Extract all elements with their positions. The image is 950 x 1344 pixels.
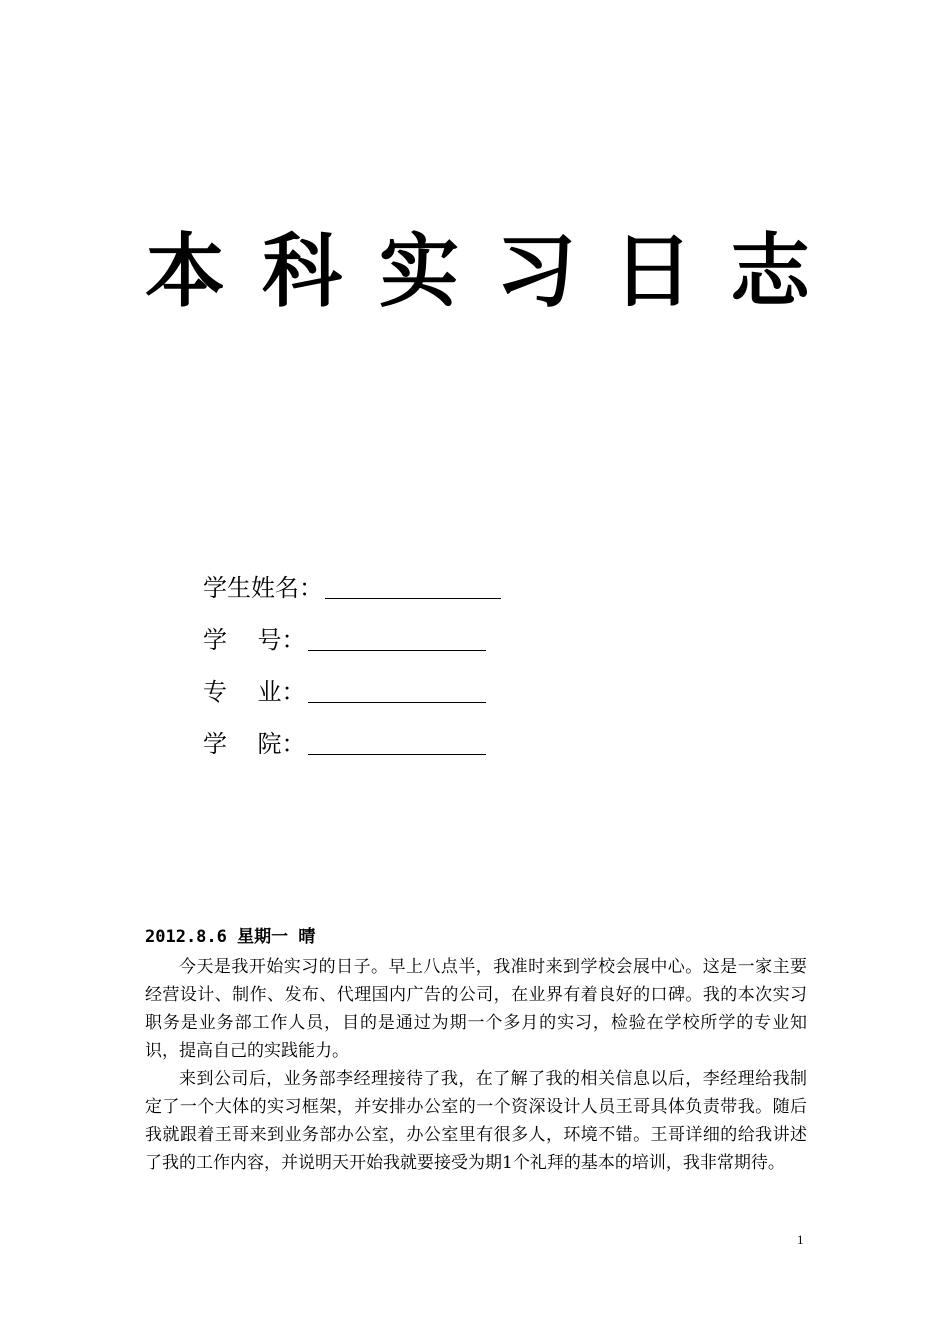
student-name-label: 学生姓名： — [203, 574, 323, 602]
college-label: 学 院： — [203, 730, 306, 758]
college-field — [203, 709, 501, 759]
entry-date-heading: 2012.8.6 星期一 晴 — [145, 927, 316, 947]
major-field — [203, 657, 501, 707]
page-number: 1 — [797, 1232, 804, 1247]
title-char: 本 — [145, 225, 225, 318]
entry-paragraph: 来到公司后，业务部李经理接待了我，在了解了我的相关信息以后，李经理给我制定了一个大体的实习框架，并安排办公室的一个资深设计人员王哥具体负责带我。随后我就跟着王哥来到业务部办公室，办公室里有很多人，环境不错。王哥详细的给我讲述了我的工作内容，并说明天开始我就要接受为期1个礼拜的基本的培训，我非常期待。 — [145, 1069, 807, 1173]
student-id-blank — [308, 622, 486, 651]
student-id-field — [203, 605, 501, 655]
title-char: 科 — [262, 225, 342, 318]
title-char: 日 — [613, 225, 693, 318]
major-blank — [308, 674, 486, 703]
college-blank — [308, 726, 486, 755]
student-name-blank — [325, 570, 501, 599]
entry-paragraph: 今天是我开始实习的日子。早上八点半，我准时来到学校会展中心。这是一家主要经营设计、制作、发布、代理国内广告的公司，在业界有着良好的口碑。我的本次实习职务是业务部工作人员，目的是通过为期一个多月的实习，检验在学校所学的专业知识，提高自己的实践能力。 — [145, 957, 807, 1061]
student-info-form — [203, 553, 501, 761]
student-id-label: 学 号： — [203, 626, 306, 654]
major-label: 专 业： — [203, 678, 306, 706]
title-char: 志 — [730, 225, 810, 318]
title-char: 习 — [496, 225, 576, 318]
student-name-field — [203, 553, 501, 603]
title-char: 实 — [379, 225, 459, 318]
document-title — [145, 222, 810, 322]
diary-entry — [145, 926, 807, 1177]
